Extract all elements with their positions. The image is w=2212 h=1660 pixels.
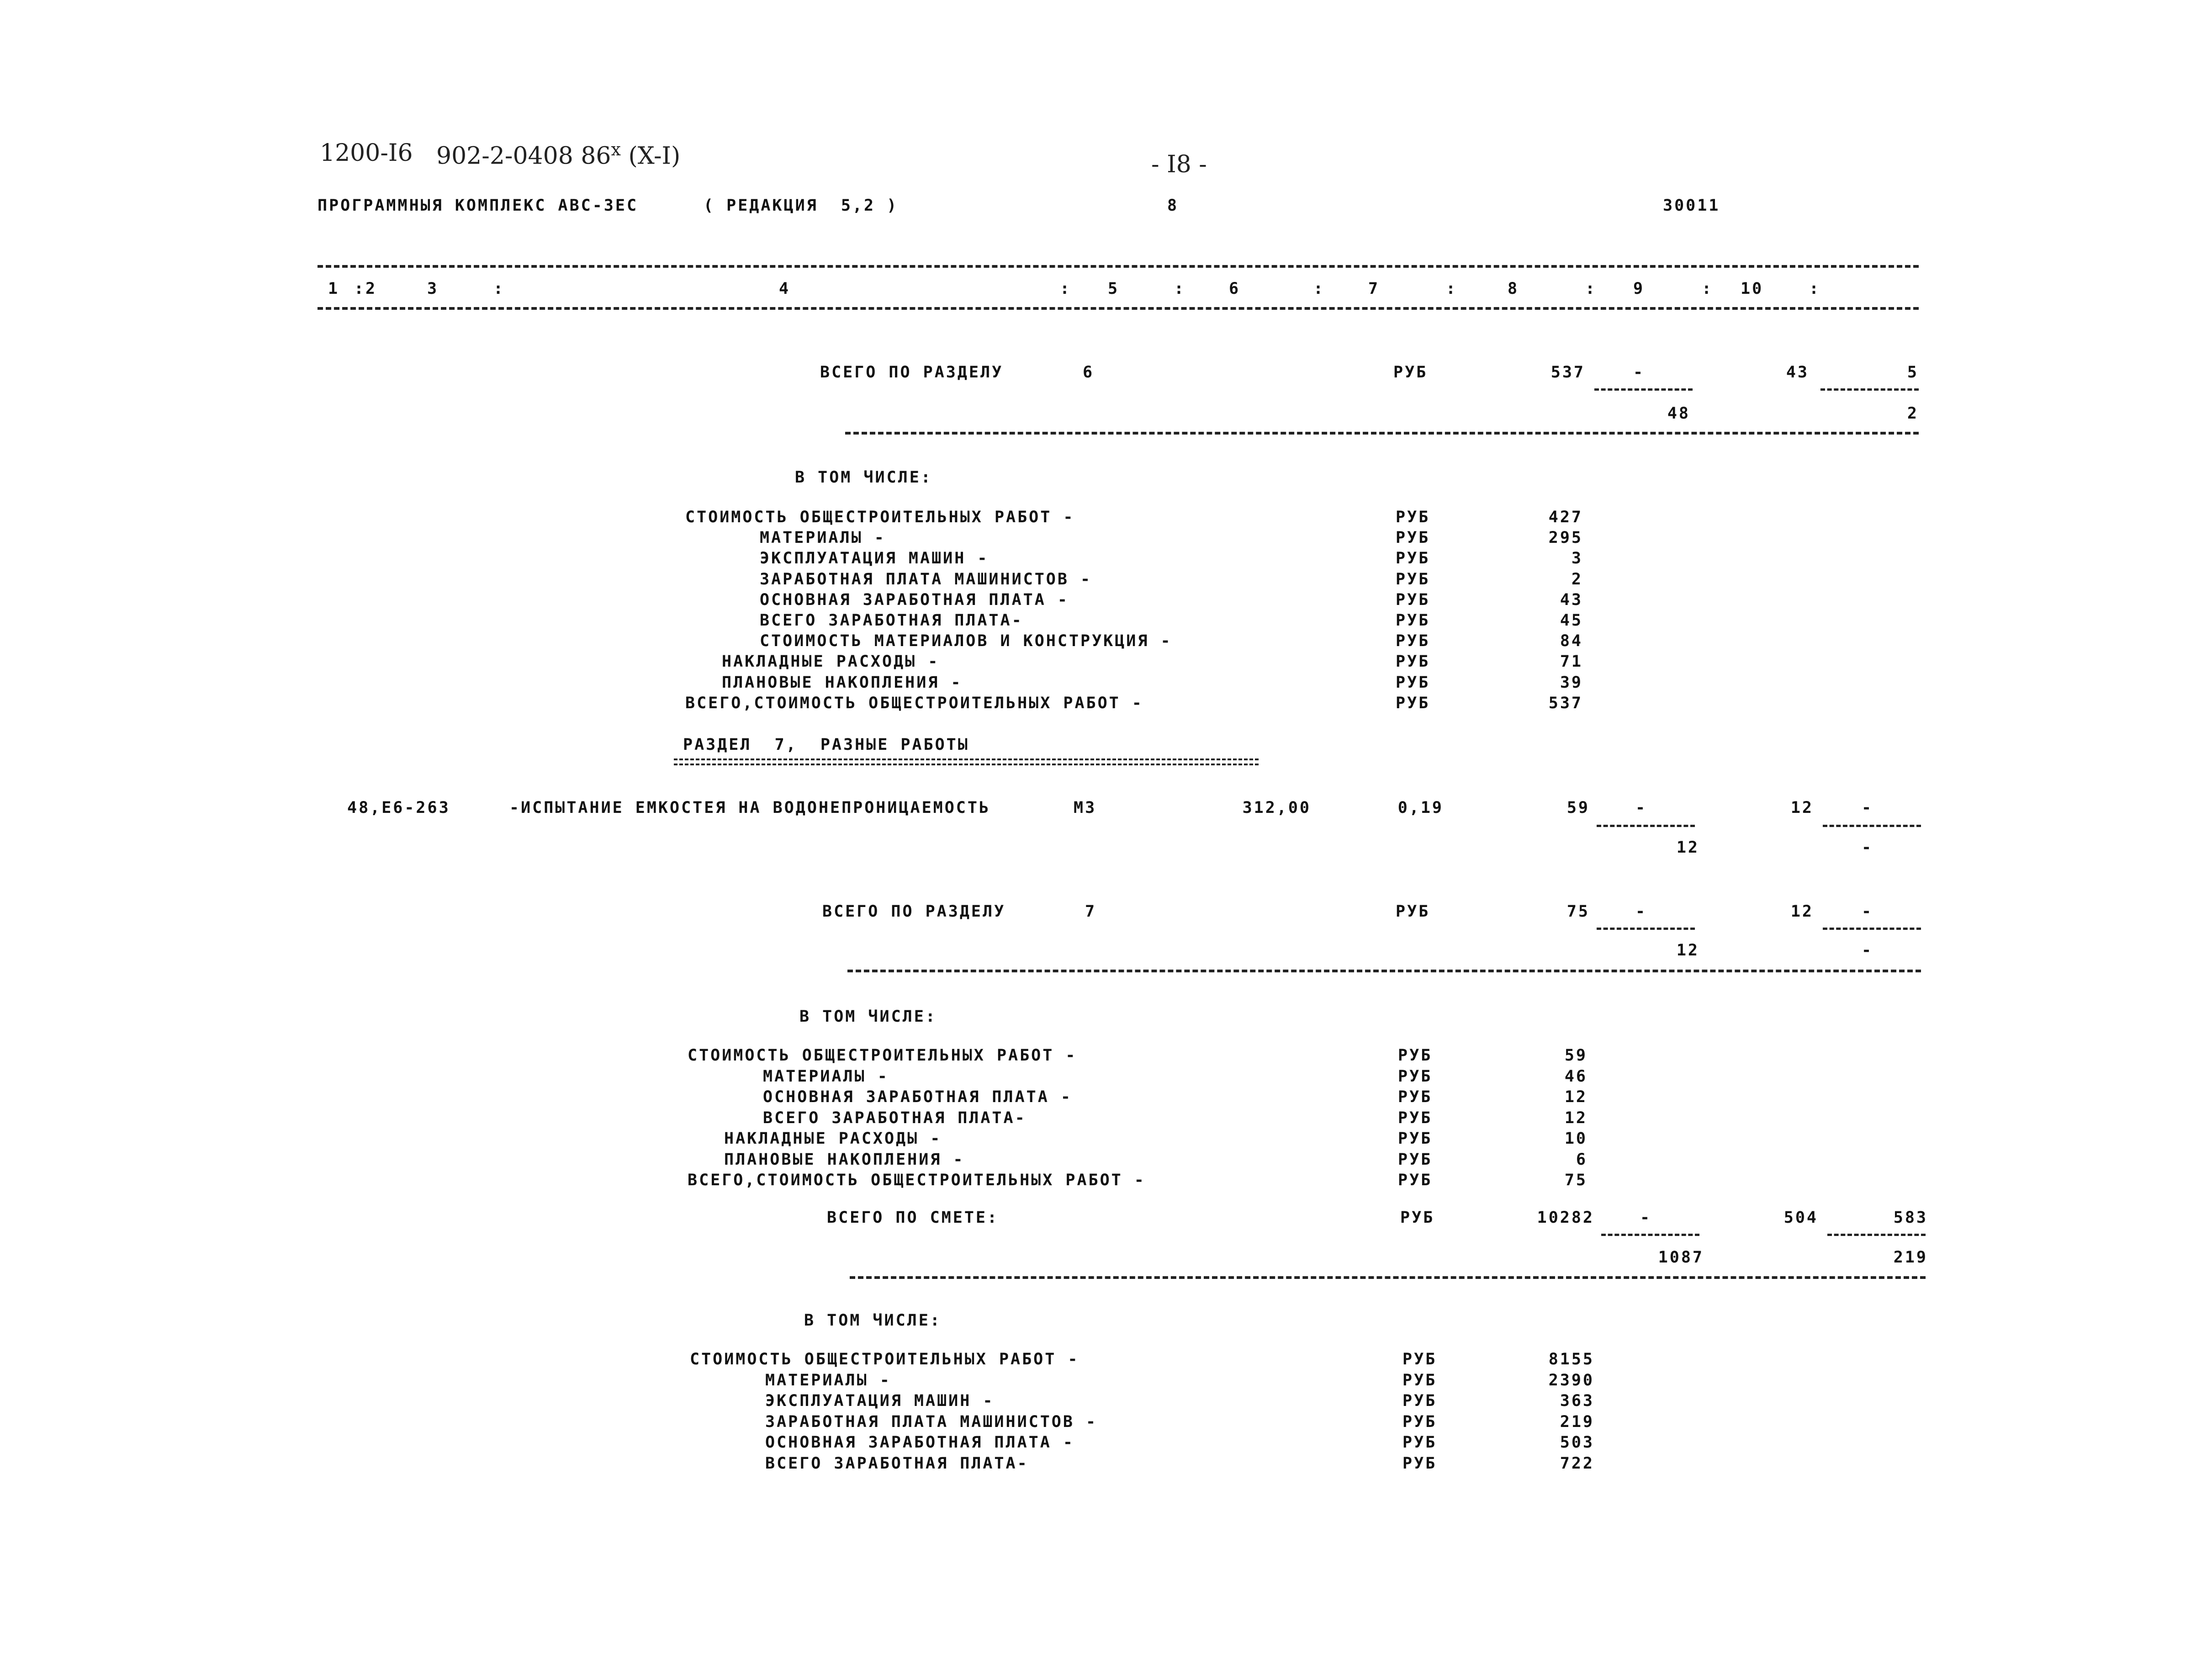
- breakdown-label: ЗАРАБОТНАЯ ПЛАТА МАШИНИСТОВ -: [760, 570, 1092, 589]
- column-separator: :: [1446, 280, 1458, 298]
- breakdown-unit: РУБ: [1402, 1433, 1437, 1452]
- breakdown-value: 2390: [1548, 1371, 1594, 1390]
- breakdown-label: ВСЕГО ЗАРАБОТНАЯ ПЛАТА-: [765, 1454, 1029, 1473]
- total-label: ВСЕГО ПО СМЕТЕ:: [827, 1209, 999, 1227]
- total-col9: 43: [1786, 363, 1809, 382]
- column-separator: :: [1313, 280, 1325, 298]
- column-number: 10: [1741, 280, 1764, 298]
- breakdown-unit: РУБ: [1398, 1130, 1433, 1148]
- col8-sub-rule: [1597, 928, 1695, 930]
- column-number: 2: [365, 280, 377, 298]
- breakdown-label: ОСНОВНАЯ ЗАРАБОТНАЯ ПЛАТА -: [763, 1088, 1072, 1106]
- item-col10-sub: -: [1862, 838, 1873, 857]
- series-mark: x: [611, 139, 621, 159]
- breakdown-label: МАТЕРИАЛЫ -: [763, 1067, 889, 1086]
- including-label: В ТОМ ЧИСЛЕ:: [799, 1008, 937, 1026]
- breakdown-label: ПЛАНОВЫЕ НАКОПЛЕНИЯ -: [722, 673, 963, 692]
- total-col8-sub: 12: [1676, 941, 1699, 960]
- column-number: 9: [1633, 280, 1645, 298]
- breakdown-unit: РУБ: [1396, 570, 1430, 589]
- column-number: 5: [1108, 280, 1120, 298]
- breakdown-unit: РУБ: [1396, 652, 1430, 671]
- total-col10-sub: 219: [1893, 1248, 1928, 1267]
- breakdown-unit: РУБ: [1398, 1046, 1433, 1065]
- breakdown-unit: РУБ: [1396, 590, 1430, 609]
- breakdown-unit: РУБ: [1396, 529, 1430, 547]
- column-number: 1: [328, 280, 340, 298]
- breakdown-unit: РУБ: [1396, 694, 1430, 712]
- column-number: 4: [779, 280, 791, 298]
- breakdown-unit: РУБ: [1396, 632, 1430, 651]
- column-number: 3: [427, 280, 439, 298]
- breakdown-label: СТОИМОСТЬ ОБЩЕСТРОИТЕЛЬНЫХ РАБОТ -: [688, 1046, 1077, 1065]
- item-col10: -: [1862, 799, 1873, 817]
- breakdown-value: 43: [1560, 590, 1583, 609]
- item-col8: -: [1635, 799, 1647, 817]
- breakdown-label: МАТЕРИАЛЫ -: [760, 529, 886, 547]
- total-col9: 12: [1790, 902, 1814, 921]
- total-unit: РУБ: [1393, 363, 1428, 382]
- total-col10-sub: -: [1862, 941, 1873, 960]
- breakdown-value: 503: [1560, 1433, 1594, 1452]
- breakdown-label: ПЛАНОВЫЕ НАКОПЛЕНИЯ -: [724, 1150, 965, 1169]
- item-quantity: 312,00: [1242, 799, 1311, 817]
- breakdown-label: ВСЕГО ЗАРАБОТНАЯ ПЛАТА-: [760, 611, 1023, 630]
- section-rule: [845, 432, 1919, 435]
- item-name: -ИСПЫТАНИЕ ЕМКОСТЕЯ НА ВОДОНЕПРОНИЦАЕМОСТЬ: [509, 799, 991, 817]
- total-col7: 75: [1566, 902, 1590, 921]
- page-number: - I8 -: [1151, 151, 1207, 178]
- breakdown-value: 219: [1560, 1412, 1594, 1431]
- breakdown-value: 45: [1560, 611, 1583, 630]
- item-col7: 59: [1566, 799, 1590, 817]
- breakdown-value: 84: [1560, 632, 1583, 651]
- breakdown-unit: РУБ: [1398, 1088, 1433, 1106]
- total-section-number: 6: [1083, 363, 1095, 382]
- breakdown-label: НАКЛАДНЫЕ РАСХОДЫ -: [722, 652, 940, 671]
- total-label: ВСЕГО ПО РАЗДЕЛУ: [820, 363, 1004, 382]
- item-col8-sub-rule: [1597, 825, 1695, 827]
- breakdown-unit: РУБ: [1398, 1108, 1433, 1127]
- item-unit: М3: [1074, 799, 1097, 817]
- total-col8: -: [1640, 1209, 1652, 1227]
- breakdown-value: 8155: [1548, 1350, 1594, 1368]
- breakdown-unit: РУБ: [1396, 673, 1430, 692]
- col8-sub-rule: [1601, 1234, 1699, 1236]
- column-separator: :: [493, 280, 505, 298]
- item-col8-sub: 12: [1676, 838, 1699, 857]
- including-label: В ТОМ ЧИСЛЕ:: [795, 468, 932, 487]
- series-code-main: 902-2-0408: [436, 142, 573, 170]
- breakdown-value: 722: [1560, 1454, 1594, 1473]
- breakdown-unit: РУБ: [1398, 1067, 1433, 1086]
- breakdown-label: СТОИМОСТЬ МАТЕРИАЛОВ И КОНСТРУКЦИЯ -: [760, 632, 1172, 651]
- breakdown-value: 295: [1548, 529, 1583, 547]
- breakdown-label: ЗАРАБОТНАЯ ПЛАТА МАШИНИСТОВ -: [765, 1412, 1098, 1431]
- item-code: 48,Е6-263: [347, 799, 450, 817]
- item-col9: 12: [1790, 799, 1814, 817]
- breakdown-label: ВСЕГО,СТОИМОСТЬ ОБЩЕСТРОИТЕЛЬНЫХ РАБОТ -: [685, 694, 1143, 712]
- breakdown-label: МАТЕРИАЛЫ -: [765, 1371, 891, 1390]
- column-header-top-rule: [318, 265, 1919, 268]
- series-code: [436, 139, 680, 170]
- column-separator: :: [1174, 280, 1186, 298]
- section7-heading-underline: [674, 758, 1259, 765]
- breakdown-label: СТОИМОСТЬ ОБЩЕСТРОИТЕЛЬНЫХ РАБОТ -: [685, 508, 1075, 526]
- breakdown-value: 59: [1564, 1046, 1588, 1065]
- breakdown-unit: РУБ: [1398, 1171, 1433, 1189]
- total-col8-sub: 48: [1667, 404, 1690, 423]
- column-header-bottom-rule: [318, 307, 1919, 310]
- breakdown-value: 2: [1571, 570, 1583, 589]
- breakdown-value: 46: [1564, 1067, 1588, 1086]
- series-tail: (X-I): [628, 142, 681, 170]
- section-rule: [850, 1276, 1926, 1279]
- column-number: 7: [1368, 280, 1380, 298]
- including-label: В ТОМ ЧИСЛЕ:: [804, 1311, 942, 1330]
- total-col7: 10282: [1537, 1209, 1594, 1227]
- breakdown-value: 427: [1548, 508, 1583, 526]
- breakdown-value: 39: [1560, 673, 1583, 692]
- column-separator: :: [1585, 280, 1597, 298]
- column-number: 8: [1508, 280, 1519, 298]
- total-col10: 583: [1893, 1209, 1928, 1227]
- breakdown-unit: РУБ: [1396, 549, 1430, 568]
- breakdown-label: ЭКСПЛУАТАЦИЯ МАШИН -: [765, 1392, 995, 1410]
- column-separator: :: [354, 280, 366, 298]
- report-code: 30011: [1663, 196, 1720, 215]
- breakdown-unit: РУБ: [1402, 1371, 1437, 1390]
- breakdown-value: 12: [1564, 1108, 1588, 1127]
- breakdown-unit: РУБ: [1402, 1350, 1437, 1368]
- doc-code: 1200-I6: [320, 139, 413, 167]
- breakdown-unit: РУБ: [1402, 1454, 1437, 1473]
- breakdown-unit: РУБ: [1396, 508, 1430, 526]
- breakdown-unit: РУБ: [1402, 1392, 1437, 1410]
- breakdown-value: 363: [1560, 1392, 1594, 1410]
- breakdown-value: 10: [1564, 1130, 1588, 1148]
- breakdown-value: 6: [1576, 1150, 1588, 1169]
- breakdown-label: ВСЕГО,СТОИМОСТЬ ОБЩЕСТРОИТЕЛЬНЫХ РАБОТ -: [688, 1171, 1146, 1189]
- total-col10-sub: 2: [1907, 404, 1919, 423]
- breakdown-unit: РУБ: [1396, 611, 1430, 630]
- sheet-number: 8: [1167, 196, 1179, 215]
- breakdown-value: 71: [1560, 652, 1583, 671]
- col8-sub-rule: [1594, 388, 1693, 391]
- total-col10: -: [1862, 902, 1873, 921]
- breakdown-label: ОСНОВНАЯ ЗАРАБОТНАЯ ПЛАТА -: [765, 1433, 1074, 1452]
- total-col9: 504: [1783, 1209, 1818, 1227]
- column-separator: :: [1702, 280, 1714, 298]
- series-suffix: 86: [581, 142, 611, 170]
- section-rule: [847, 970, 1921, 972]
- total-col8: -: [1633, 363, 1645, 382]
- total-col10: 5: [1907, 363, 1919, 382]
- breakdown-unit: РУБ: [1402, 1412, 1437, 1431]
- edition: ( РЕДАКЦИЯ 5,2 ): [704, 196, 899, 215]
- breakdown-value: 12: [1564, 1088, 1588, 1106]
- total-col7: 537: [1551, 363, 1585, 382]
- total-unit: РУБ: [1396, 902, 1430, 921]
- breakdown-label: ОСНОВНАЯ ЗАРАБОТНАЯ ПЛАТА -: [760, 590, 1069, 609]
- total-col8: -: [1635, 902, 1647, 921]
- total-col8-sub: 1087: [1658, 1248, 1704, 1267]
- breakdown-label: СТОИМОСТЬ ОБЩЕСТРОИТЕЛЬНЫХ РАБОТ -: [690, 1350, 1080, 1368]
- col10-sub-rule: [1820, 388, 1919, 391]
- column-number: 6: [1229, 280, 1241, 298]
- column-separator: :: [1809, 280, 1821, 298]
- section7-heading: РАЗДЕЛ 7, РАЗНЫЕ РАБОТЫ: [683, 736, 969, 754]
- breakdown-value: 537: [1548, 694, 1583, 712]
- total-section-number: 7: [1085, 902, 1097, 921]
- breakdown-unit: РУБ: [1398, 1150, 1433, 1169]
- breakdown-label: ВСЕГО ЗАРАБОТНАЯ ПЛАТА-: [763, 1108, 1027, 1127]
- col10-sub-rule: [1827, 1234, 1926, 1236]
- total-label: ВСЕГО ПО РАЗДЕЛУ: [822, 902, 1006, 921]
- column-separator: :: [1060, 280, 1072, 298]
- total-unit: РУБ: [1400, 1209, 1435, 1227]
- program-line: ПРОГРАММНЫЯ КОМПЛЕКС АВС-ЗЕС: [318, 196, 639, 215]
- item-unit-cost: 0,19: [1397, 799, 1444, 817]
- breakdown-value: 3: [1571, 549, 1583, 568]
- col10-sub-rule: [1823, 928, 1921, 930]
- breakdown-label: ЭКСПЛУАТАЦИЯ МАШИН -: [760, 549, 989, 568]
- breakdown-label: НАКЛАДНЫЕ РАСХОДЫ -: [724, 1130, 942, 1148]
- breakdown-value: 75: [1564, 1171, 1588, 1189]
- item-col10-sub-rule: [1823, 825, 1921, 827]
